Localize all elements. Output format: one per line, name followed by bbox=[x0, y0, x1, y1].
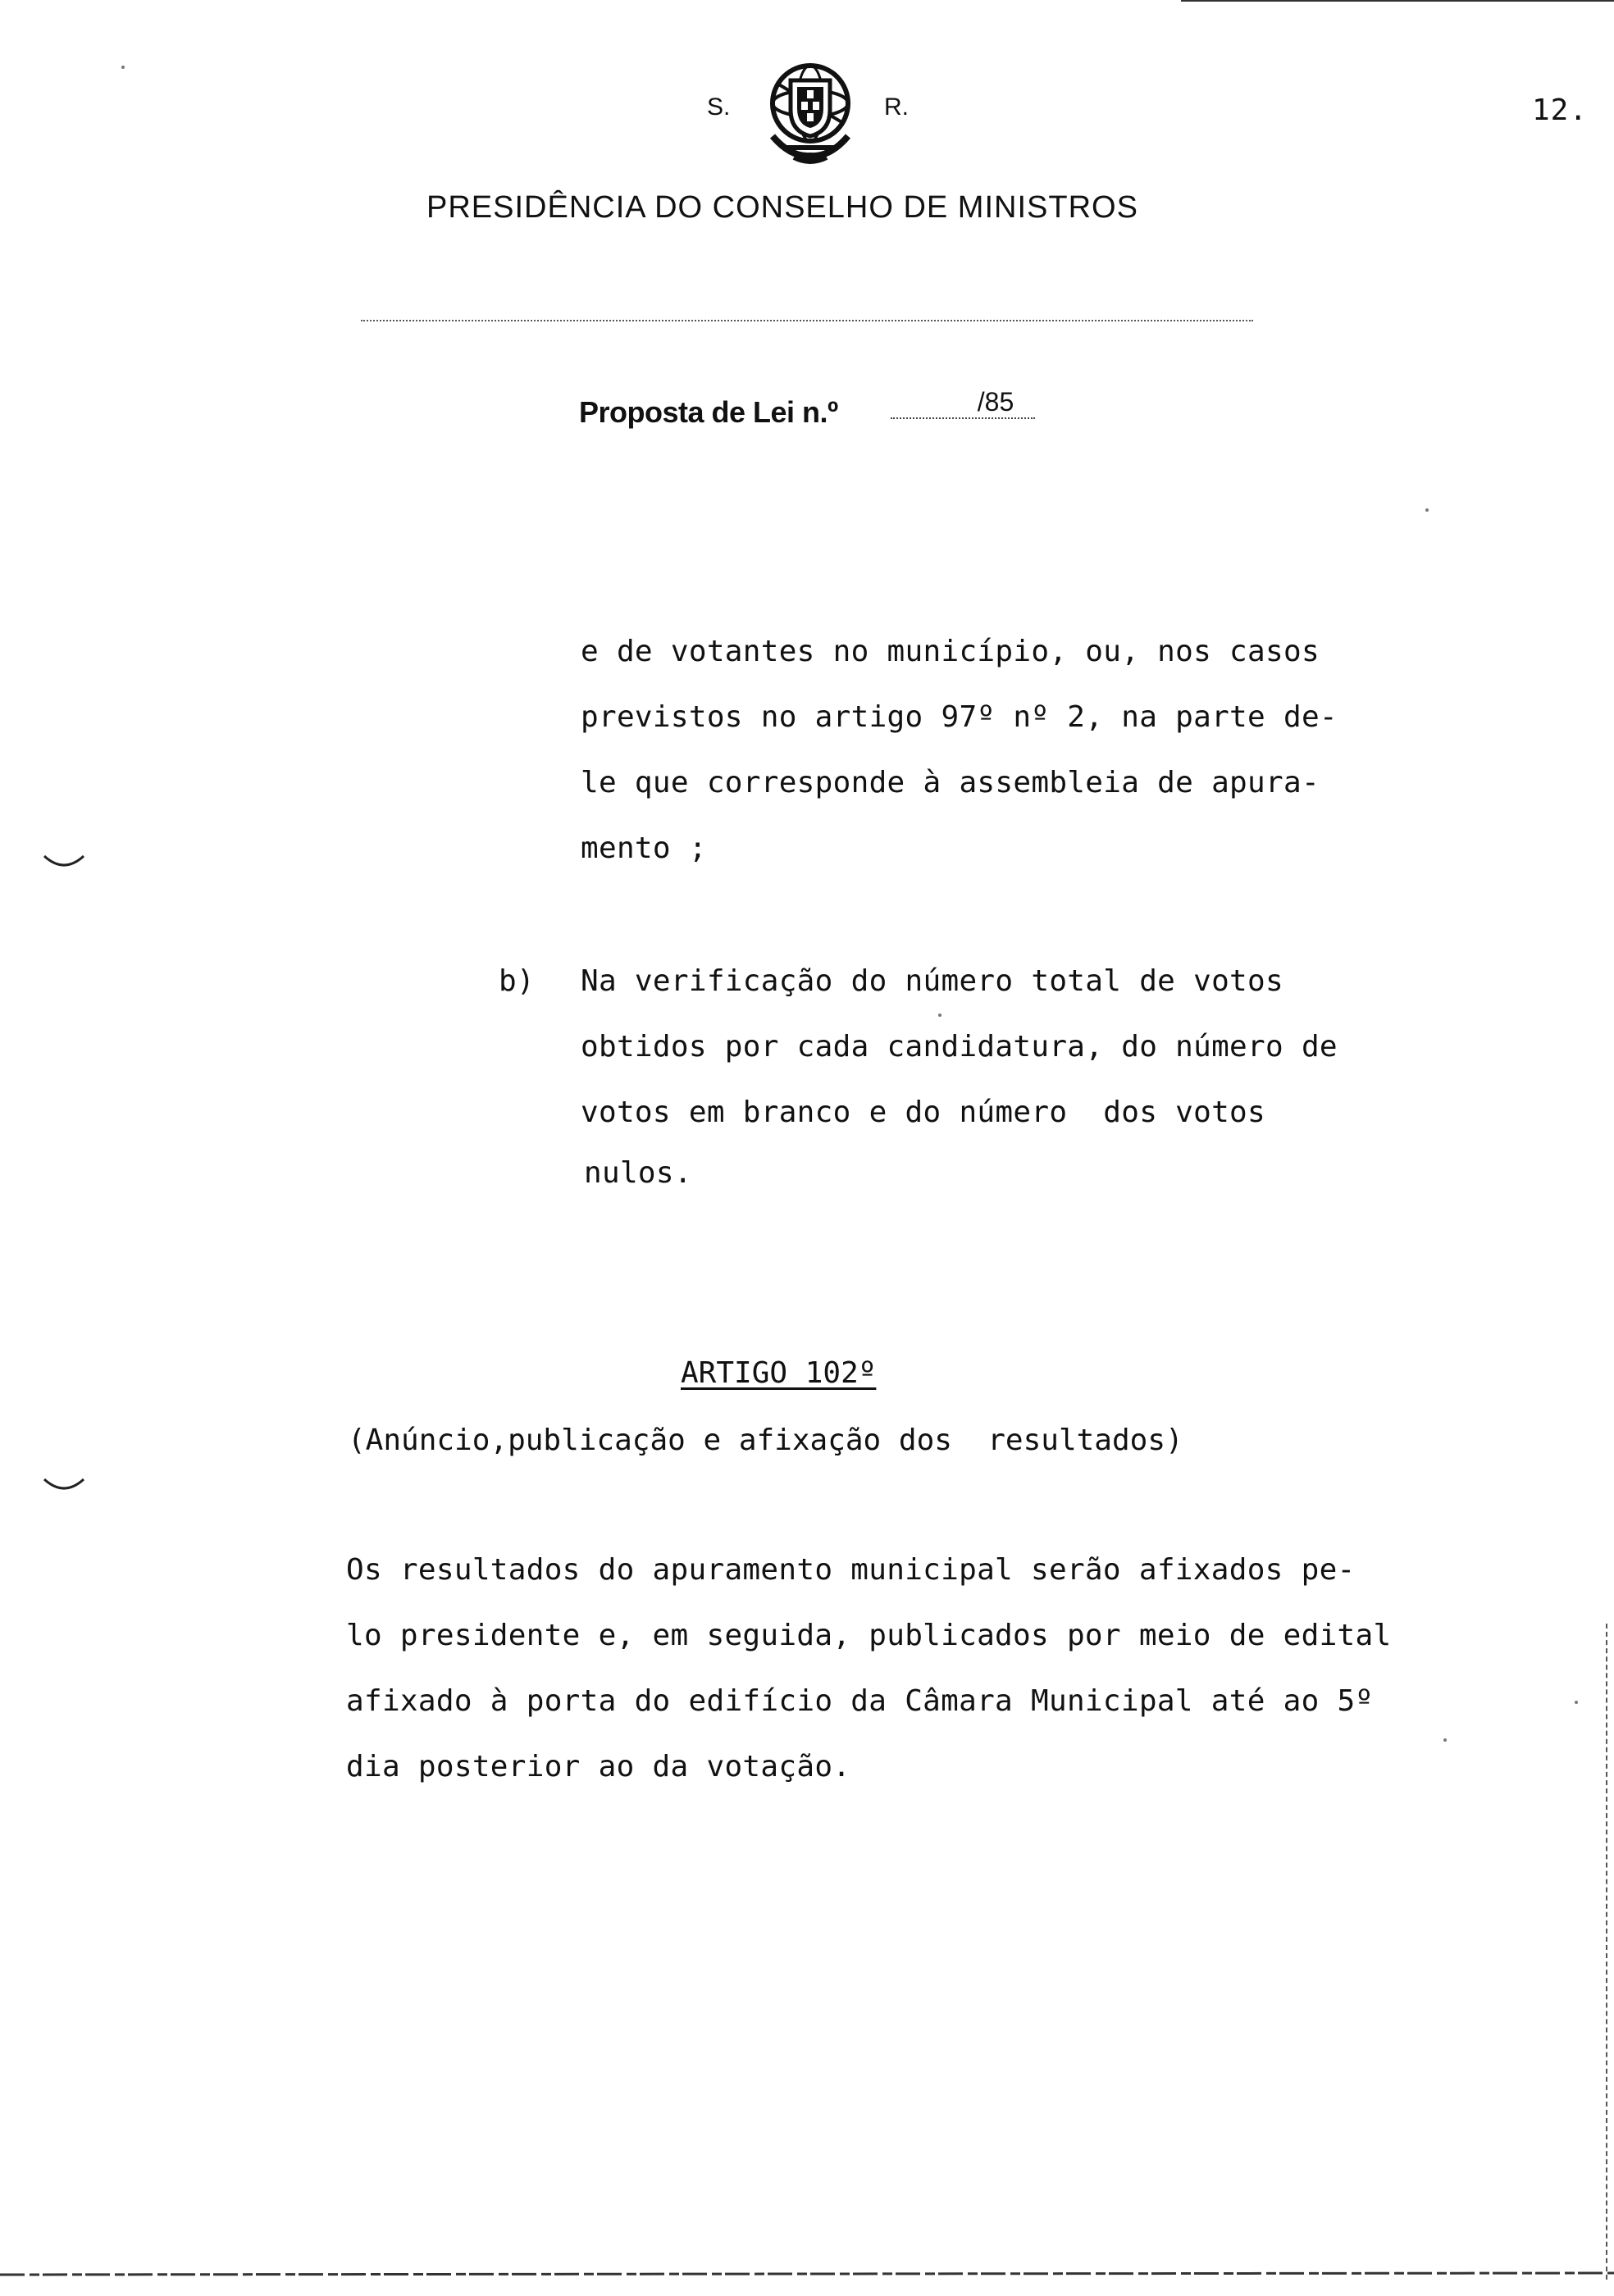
portuguese-coat-of-arms-icon bbox=[761, 57, 859, 166]
article-paragraph-line: afixado à porta do edifício da Câmara Municipal até ao 5º bbox=[346, 1684, 1374, 1718]
header-letter-s: S. bbox=[707, 93, 731, 121]
continuation-line: previstos no artigo 97º nº 2, na parte de- bbox=[581, 700, 1338, 734]
institution-title: PRESIDÊNCIA DO CONSELHO DE MINISTROS bbox=[426, 190, 1138, 225]
scan-speck bbox=[1425, 508, 1429, 512]
item-b-line: votos em branco e do número dos votos bbox=[581, 1096, 1266, 1129]
continuation-line: le que corresponde à assembleia de apura- bbox=[581, 766, 1320, 800]
item-b-line: obtidos por cada candidatura, do número de bbox=[581, 1030, 1338, 1064]
scan-top-edge bbox=[1181, 0, 1614, 2]
continuation-line: e de votantes no município, ou, nos casos bbox=[581, 635, 1320, 668]
proposta-label: Proposta de Lei n.º bbox=[579, 395, 838, 429]
list-marker-b: b) bbox=[499, 964, 535, 998]
article-subtitle: (Anúncio,publicação e afixação dos resultados) bbox=[348, 1424, 1183, 1457]
scan-speck bbox=[121, 66, 125, 69]
scan-right-edge bbox=[1606, 1624, 1607, 2280]
scan-speck bbox=[938, 1014, 942, 1017]
continuation-line: mento ; bbox=[581, 831, 707, 865]
header-separator bbox=[361, 320, 1253, 321]
article-paragraph-line: Os resultados do apuramento municipal serão afixados pe- bbox=[346, 1553, 1356, 1587]
page-number: 12. bbox=[1532, 93, 1589, 127]
article-paragraph-line: dia posterior ao da votação. bbox=[346, 1750, 851, 1784]
proposta-number: /85 bbox=[891, 387, 1035, 419]
article-heading: ARTIGO 102º bbox=[681, 1356, 877, 1390]
item-b-line: nulos. bbox=[584, 1156, 692, 1190]
item-b-line: Na verificação do número total de votos bbox=[581, 964, 1283, 998]
header-letter-r: R. bbox=[884, 93, 909, 121]
binding-hole-mark-icon bbox=[43, 1476, 85, 1494]
scan-speck bbox=[1575, 1701, 1578, 1704]
article-paragraph-line: lo presidente e, em seguida, publicados por meio de edital bbox=[346, 1619, 1392, 1652]
scan-bottom-edge bbox=[0, 2270, 1614, 2278]
scan-speck bbox=[1443, 1738, 1447, 1742]
binding-hole-mark-icon bbox=[43, 853, 85, 871]
